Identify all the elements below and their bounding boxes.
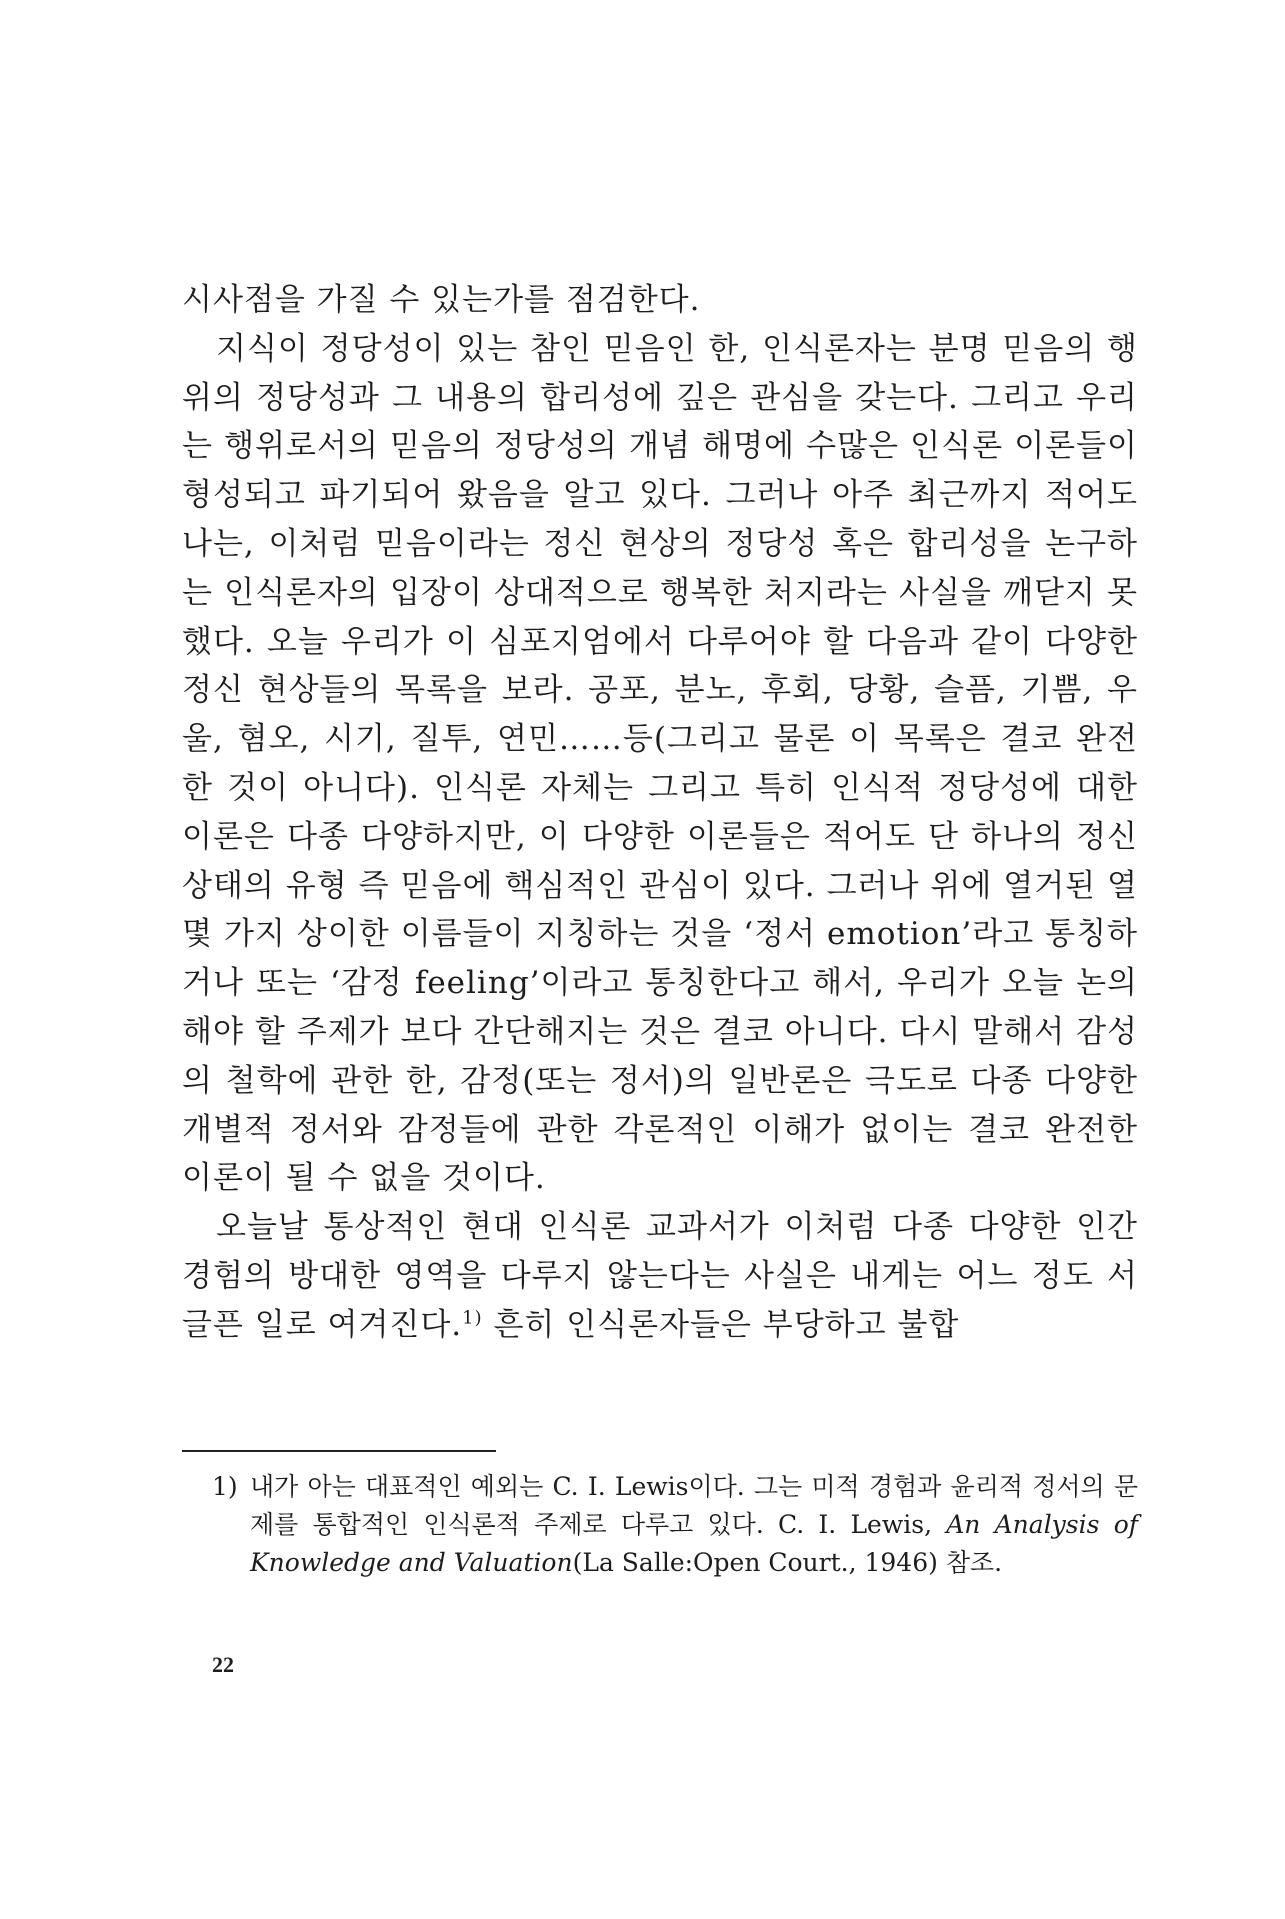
footnote-text-b: (La Salle:Open Court., 1946) 참조.	[572, 1548, 1003, 1577]
footnote-number: 1)	[212, 1472, 238, 1501]
paragraph-3-tail: 흔히 인식론자들은 부당하고 불합	[482, 1306, 960, 1343]
paragraph-3-text: 오늘날 통상적인 현대 인식론 교과서가 이처럼 다종 다양한 인간 경험의 방대한 영역을 다루지 않는다는 사실은 내게는 어느 정도 서글픈 일로 여겨진다.	[182, 1209, 1138, 1343]
footnote-reference: 1)	[462, 1307, 483, 1329]
footnote-text-a: 내가 아는 대표적인 예외는 C. I. Lewis이다. 그는 미적 경험과 윤리적 정서의 문제를 통합적인 인식론적 주제로 다루고 있다. C. I. Lewis,	[250, 1472, 1138, 1539]
body-text	[182, 276, 1138, 1350]
paragraph-2: 지식이 정당성이 있는 참인 믿음인 한, 인식론자는 분명 믿음의 행위의 정당성과 그 내용의 합리성에 깊은 관심을 갖는다. 그리고 우리는 행위로서의 믿음의 정당성의 개념 해명에 수많은 인식론 이론들이 형성되고 파기되어 왔음을 알고 있다. 그러나 아주 최근까지 적어도 나는, 이처럼 믿음이라는 정신 현상의 정당성 혹은 합리성을 논구하는 인식론자의 입장이 상대적으로 행복한 처지라는 사실을 깨닫지 못했다. 오늘 우리가 이 심포지엄에서 다루어야 할 다음과 같이 다양한 정신 현상들의 목록을 보라. 공포, 분노, 후회, 당황, 슬픔, 기쁨, 우울, 혐오, 시기, 질투, 연민……등(그리고 물론 이 목록은 결코 완전한 것이 아니다). 인식론 자체는 그리고 특히 인식적 정당성에 대한 이론은 다종 다양하지만, 이 다양한 이론들은 적어도 단 하나의 정신 상태의 유형 즉 믿음에 핵심적인 관심이 있다. 그러나 위에 열거된 열 몇 가지 상이한 이름들이 지칭하는 것을 ‘정서 emotion’라고 통칭하거나 또는 ‘감정 feeling’이라고 통칭한다고 해서, 우리가 오늘 논의해야 할 주제가 보다 간단해지는 것은 결코 아니다. 다시 말해서 감성의 철학에 관한 한, 감정(또는 정서)의 일반론은 극도로 다종 다양한 개별적 정서와 감정들에 관한 각론적인 이해가 없이는 결코 완전한 이론이 될 수 없을 것이다.	[182, 330, 1138, 1197]
page-number: 22	[212, 1652, 234, 1677]
footnote-separator	[182, 1450, 496, 1452]
footnote-book-title: An Analysis of Knowledge and Valuation	[250, 1510, 1138, 1577]
footnote	[212, 1468, 1138, 1582]
paragraph-3	[182, 1203, 1138, 1349]
paragraph-1: 시사점을 가질 수 있는가를 점검한다.	[182, 282, 701, 318]
footnote-body	[250, 1468, 1138, 1582]
